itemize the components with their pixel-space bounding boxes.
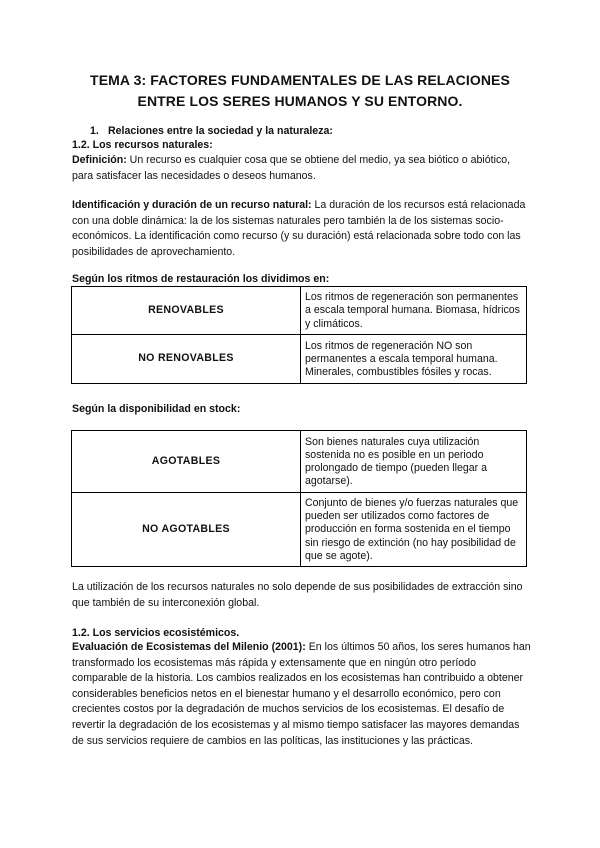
utilization-paragraph: La utilización de los recursos naturales no solo depende de sus posibilidades de extracción sino que también de su interconexión global. <box>72 581 523 609</box>
definition-label: Definición: <box>72 154 127 166</box>
identification-text: La duración de los recursos está relacionada con una doble dinámica: la de los sistemas naturales pero también la de los sistemas socio-económicos. La identificación como recurso (y su duración) está relacionada sobre todo con las posibilidades de aprovechamiento. <box>72 199 526 258</box>
title-line-2: ENTRE LOS SERES HUMANOS Y SU ENTORNO. <box>137 93 463 109</box>
evaluation-paragraph <box>72 640 532 749</box>
table-row <box>72 493 527 567</box>
table-row <box>72 431 527 493</box>
identification-paragraph <box>72 198 532 260</box>
stock-table <box>71 430 527 567</box>
definition-text: Un recurso es cualquier cosa que se obtiene del medio, ya sea biótico o abiótico, para satisfacer las necesidades o deseos humanos. <box>72 154 511 182</box>
identification-label: Identificación y duración de un recurso natural: <box>72 199 312 211</box>
stock-heading: Según la disponibilidad en stock: <box>72 403 241 415</box>
evaluation-label: Evaluación de Ecosistemas del Milenio (2001): <box>72 641 306 653</box>
table-row <box>72 287 527 335</box>
definition-paragraph <box>72 153 532 184</box>
subsection-heading-recursos: 1.2. Los recursos naturales: <box>72 139 213 151</box>
subsection-heading-servicios: 1.2. Los servicios ecosistémicos. <box>72 627 240 639</box>
table-cell-text: Los ritmos de regeneración NO son permanentes a escala temporal humana. Minerales, combustibles fósiles y rocas. <box>301 335 527 384</box>
table-cell-label: NO AGOTABLES <box>72 493 301 567</box>
title-line-1: TEMA 3: FACTORES FUNDAMENTALES DE LAS RELACIONES <box>90 72 510 88</box>
table-cell-label: RENOVABLES <box>72 287 301 335</box>
ritmos-table <box>71 286 527 384</box>
section-heading-text: Relaciones entre la sociedad y la naturaleza: <box>108 125 333 137</box>
section-number: 1. <box>90 125 99 137</box>
table-cell-text: Los ritmos de regeneración son permanentes a escala temporal humana. Biomasa, hídricos y climáticos. <box>301 287 527 335</box>
table-cell-text: Conjunto de bienes y/o fuerzas naturales que pueden ser utilizados como factores de producción en forma sostenida en el tiempo sin riesgo de extinción (no hay posibilidad de que se agote). <box>301 493 527 567</box>
evaluation-text: En los últimos 50 años, los seres humanos han transformado los ecosistemas más rápida y extensamente que en ningún otro período comparable de la historia. Los cambios realizados en los ecosistemas han contribuido a obtener considerables beneficios netos en el bienestar humano y el desarrollo económico, pero con crecientes costos por la degradación de muchos servicios de los ecosistemas. El desafío de revertir la degradación de los ecosistemas y al mismo tiempo satisfacer las mayores demandas de sus servicios requiere de cambios en las políticas, las instituciones y las prácticas. <box>72 641 531 747</box>
table-cell-label: NO RENOVABLES <box>72 335 301 384</box>
ritmos-heading: Según los ritmos de restauración los dividimos en: <box>72 273 330 285</box>
table-cell-text: Son bienes naturales cuya utilización sostenida no es posible en un periodo prolongado de tiempo (pueden llegar a agotarse). <box>301 431 527 493</box>
page-title <box>60 70 540 112</box>
table-row <box>72 335 527 384</box>
table-cell-label: AGOTABLES <box>72 431 301 493</box>
